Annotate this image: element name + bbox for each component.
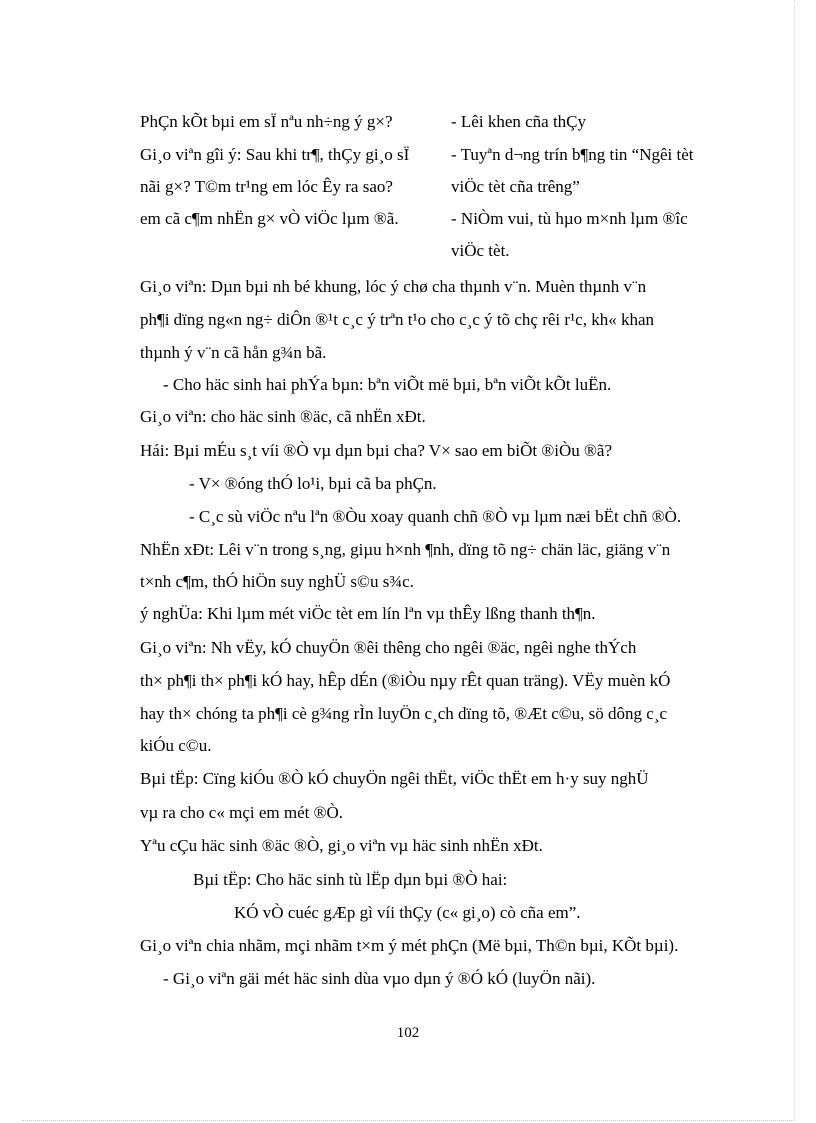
text-line: Gi¸o viªn: Dµn bµi nh bé khung, lóc ý chø cha thµnh v¨n. Muèn thµnh v¨n: [140, 277, 647, 296]
text-line: ý nghÜa: Khi lµm mét viÖc tèt em lín lªn vµ thÊy lßng thanh th¶n.: [140, 604, 596, 623]
text-line: - Lêi khen cña thÇy: [451, 112, 587, 131]
text-line: Gi¸o viªn: cho häc sinh ®äc, cã nhËn xÐt.: [140, 407, 426, 426]
text-line: Yªu cÇu häc sinh ®äc ®Ò, gi¸o viªn vµ häc sinh nhËn xÐt.: [140, 836, 543, 855]
text-line: viÖc tèt cña trêng”: [451, 177, 580, 196]
page-number: 102: [396, 1025, 420, 1041]
text-line: - NiÒm vui, tù hµo m×nh lµm ®îc: [451, 209, 688, 228]
text-line: KÓ vÒ cuéc gÆp gì víi thÇy (c« gi¸o) cò cña em”.: [234, 903, 581, 922]
text-line: nãi g×? T©m tr¹ng em lóc Êy ra sao?: [140, 177, 393, 196]
text-line: NhËn xÐt: Lêi v¨n trong s¸ng, giµu h×nh ¶nh, dïng tõ ng÷ chän läc, giäng v¨n: [140, 540, 671, 559]
text-line: - Tuyªn d¬ng trín b¶ng tin “Ngêi tèt: [451, 145, 694, 164]
text-line: hay th× chóng ta ph¶i cè g¾ng rÌn luyÖn c¸ch dïng tõ, ®Æt c©u, sö dông c¸c: [140, 704, 668, 723]
text-line: Gi¸o viªn gîi ý: Sau khi tr¶, thÇy gi¸o sÏ: [140, 145, 410, 164]
page-border-bottom: [22, 1120, 794, 1121]
text-line: - Gi¸o viªn gäi mét häc sinh dùa vµo dµn ý ®Ó kÓ (luyÖn nãi).: [163, 969, 596, 988]
text-line: vµ ra cho c« mçi em mét ®Ò.: [140, 803, 344, 822]
page-border-right: [794, 0, 795, 1120]
text-line: Hái: Bµi mÉu s¸t víi ®Ò vµ dµn bµi cha? V× sao em biÕt ®iÒu ®ã?: [140, 441, 612, 460]
text-line: Gi¸o viªn chia nhãm, mçi nhãm t×m ý mét phÇn (Më bµi, Th©n bµi, KÕt bµi).: [140, 936, 679, 955]
text-line: Bµi tËp: Cïng kiÓu ®Ò kÓ chuyÖn ngêi thËt, viÖc thËt em h·y suy nghÜ: [140, 769, 649, 788]
text-line: PhÇn kÕt bµi em sÏ nªu nh÷ng ý g×?: [140, 112, 393, 131]
text-line: thµnh ý v¨n cã hån g¾n bã.: [140, 343, 327, 362]
text-line: viÖc tèt.: [451, 241, 510, 260]
text-line: t×nh c¶m, thÓ hiÖn suy nghÜ s©u s¾c.: [140, 572, 414, 591]
text-line: - C¸c sù viÖc nªu lªn ®Òu xoay quanh chñ ®Ò vµ lµm næi bËt chñ ®Ò.: [189, 507, 682, 526]
text-line: Gi¸o viªn: Nh vËy, kÓ chuyÖn ®êi thêng cho ngêi ®äc, ngêi nghe thÝch: [140, 638, 637, 657]
text-line: em cã c¶m nhËn g× vÒ viÖc lµm ®ã.: [140, 209, 399, 228]
text-line: kiÓu c©u.: [140, 736, 212, 755]
text-line: Bµi tËp: Cho häc sinh tù lËp dµn bµi ®Ò hai:: [193, 870, 508, 889]
text-line: ph¶i dïng ng«n ng÷ diÔn ®¹t c¸c ý trªn t¹o cho c¸c ý tõ chç rêi r¹c, kh« khan: [140, 310, 655, 329]
text-line: - V× ®óng thÓ lo¹i, bµi cã ba phÇn.: [189, 474, 437, 493]
text-line: - Cho häc sinh hai phÝa bµn: bªn viÕt më bµi, bªn viÕt kÕt luËn.: [163, 375, 612, 394]
text-line: th× ph¶i th× ph¶i kÓ hay, hÊp dÉn (®iÒu nµy rÊt quan träng). VËy muèn kÓ: [140, 671, 671, 690]
